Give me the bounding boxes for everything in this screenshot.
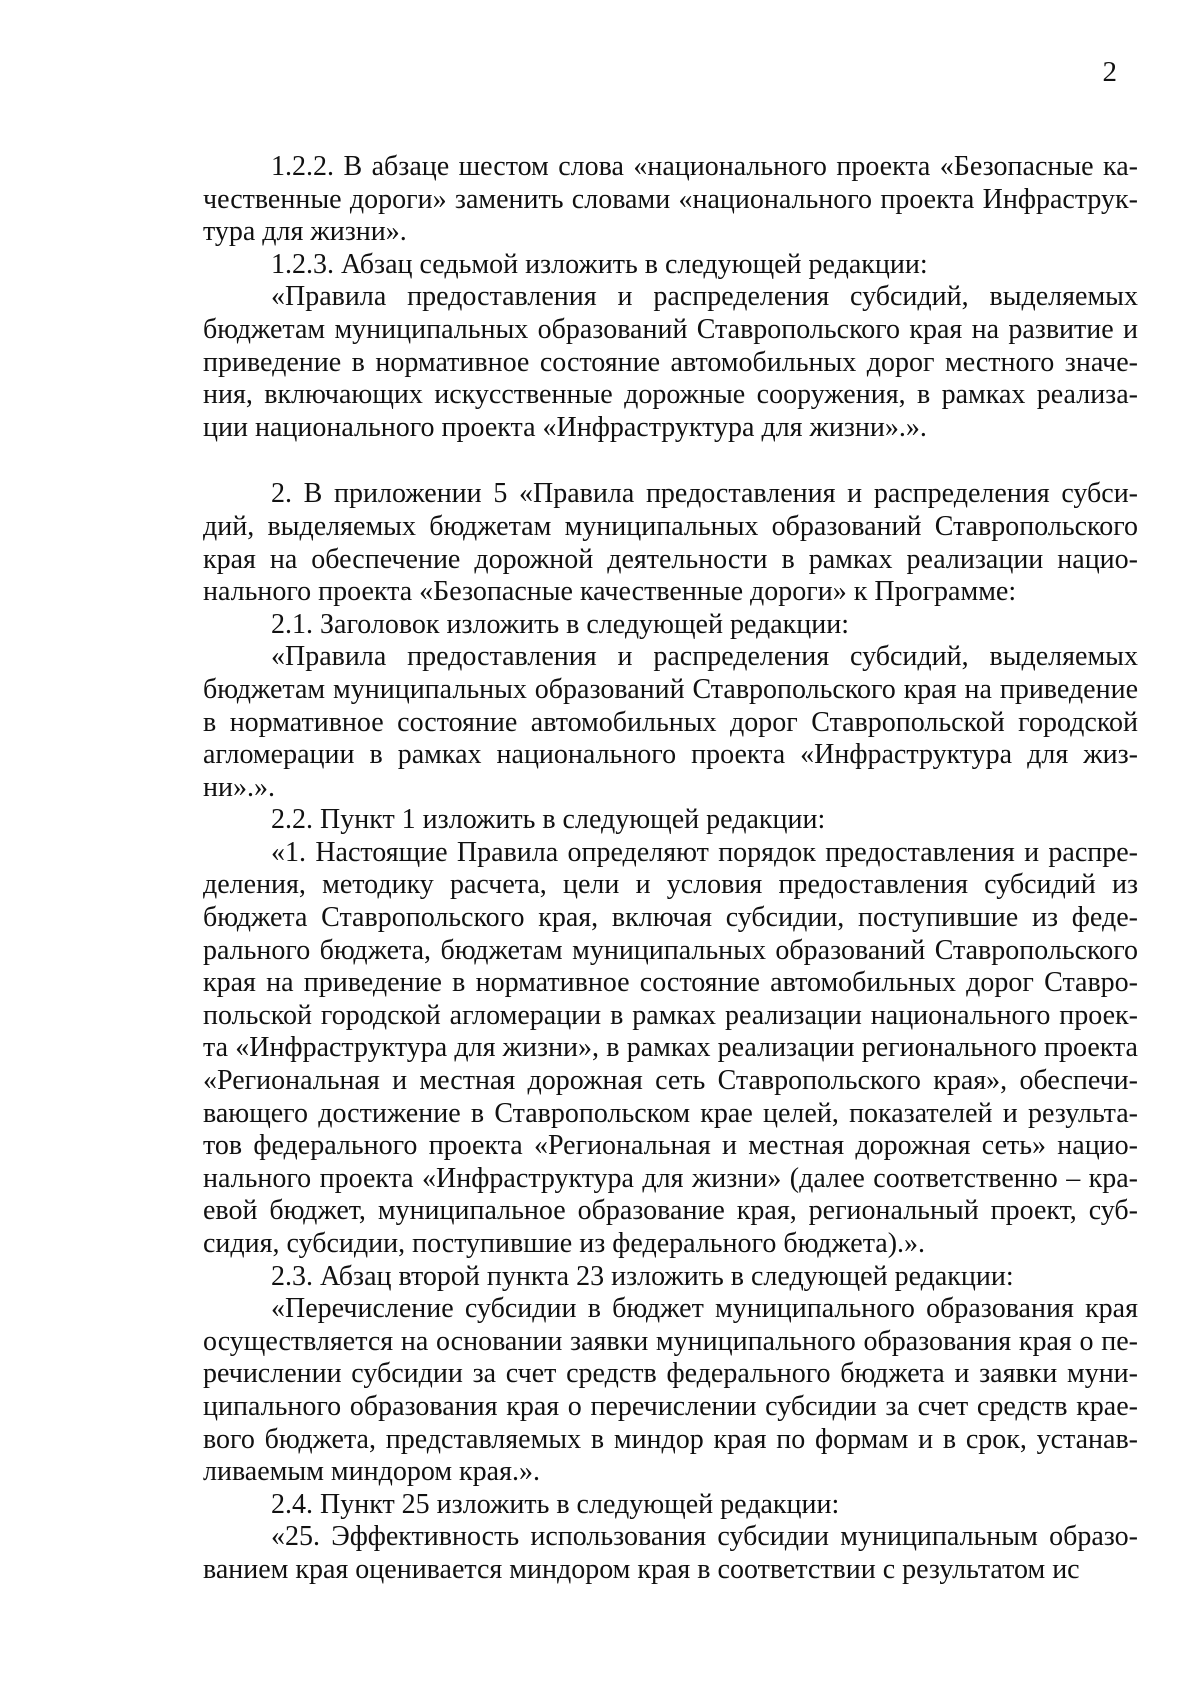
paragraph-quote-point-25: «25. Эффективность использования субсидии муниципальным образованием края оценивается миндором края в соответствии с результатом ис [203, 1521, 1138, 1585]
paragraph-quote-new-title: «Правила предоставления и распределения субсидий, выделяемых бюджетам муниципальных образований Ставропольского края на приведение в нормативное состояние автомобильных дорог Ставропольской городской агломерации в рамках национального проекта «Инфраструктура для жизни».». [203, 641, 1138, 803]
paragraph-1-2-3: 1.2.3. Абзац седьмой изложить в следующей редакции: [271, 248, 928, 280]
paragraph-2-4: 2.4. Пункт 25 изложить в следующей редакции: [271, 1488, 840, 1520]
paragraph-2-3: 2.3. Абзац второй пункта 23 изложить в следующей редакции: [271, 1260, 1014, 1292]
paragraph-1-2-2: 1.2.2. В абзаце шестом слова «национального проекта «Безопасные качественные дороги» заменить словами «национального проекта Инфраструктура для жизни». [203, 151, 1138, 248]
paragraph-quote-transfer: «Перечисление субсидии в бюджет муниципального образования края осуществляется на основании заявки муниципального образования края о перечислении субсидии за счет средств федерального бюджета и заявки муниципального образования края о перечислении субсидии за счет средств краевого бюджета, представляемых в миндор края по формам и в срок, устанавливаемым миндором края.». [203, 1293, 1138, 1488]
document-body [203, 151, 1138, 1587]
paragraph-2: 2. В приложении 5 «Правила предоставления и распределения субсидий, выделяемых бюджетам муниципальных образований Ставропольского края на обеспечение дорожной деятельности в рамках реализации национального проекта «Безопасные качественные дороги» к Программе: [203, 478, 1138, 608]
paragraph-quote-rules-title: «Правила предоставления и распределения субсидий, выделяемых бюджетам муниципальных образований Ставропольского края на развитие и приведение в нормативное состояние автомобильных дорог местного значения, включающих искусственные дорожные сооружения, в рамках реализации национального проекта «Инфраструктура для жизни».». [203, 281, 1138, 443]
paragraph-2-2: 2.2. Пункт 1 изложить в следующей редакции: [271, 804, 826, 836]
page-number: 2 [1102, 56, 1117, 88]
paragraph-quote-point-1: «1. Настоящие Правила определяют порядок предоставления и распределения, методику расчета, цели и условия предоставления субсидий из бюджета Ставропольского края, включая субсидии, поступившие из федерального бюджета, бюджетам муниципальных образований Ставропольского края на приведение в нормативное состояние автомобильных дорог Ставропольской городской агломерации в рамках реализации национального проекта «Инфраструктура для жизни», в рамках реализации регионального проекта «Региональная и местная дорожная сеть Ставропольского края», обеспечивающего достижение в Ставропольском крае целей, показателей и результатов федерального проекта «Региональная и местная дорожная сеть» национального проекта «Инфраструктура для жизни» (далее соответственно – краевой бюджет, муниципальное образование края, региональный проект, субсидия, субсидии, поступившие из федерального бюджета).». [203, 836, 1138, 1259]
paragraph-2-1: 2.1. Заголовок изложить в следующей редакции: [271, 608, 850, 640]
